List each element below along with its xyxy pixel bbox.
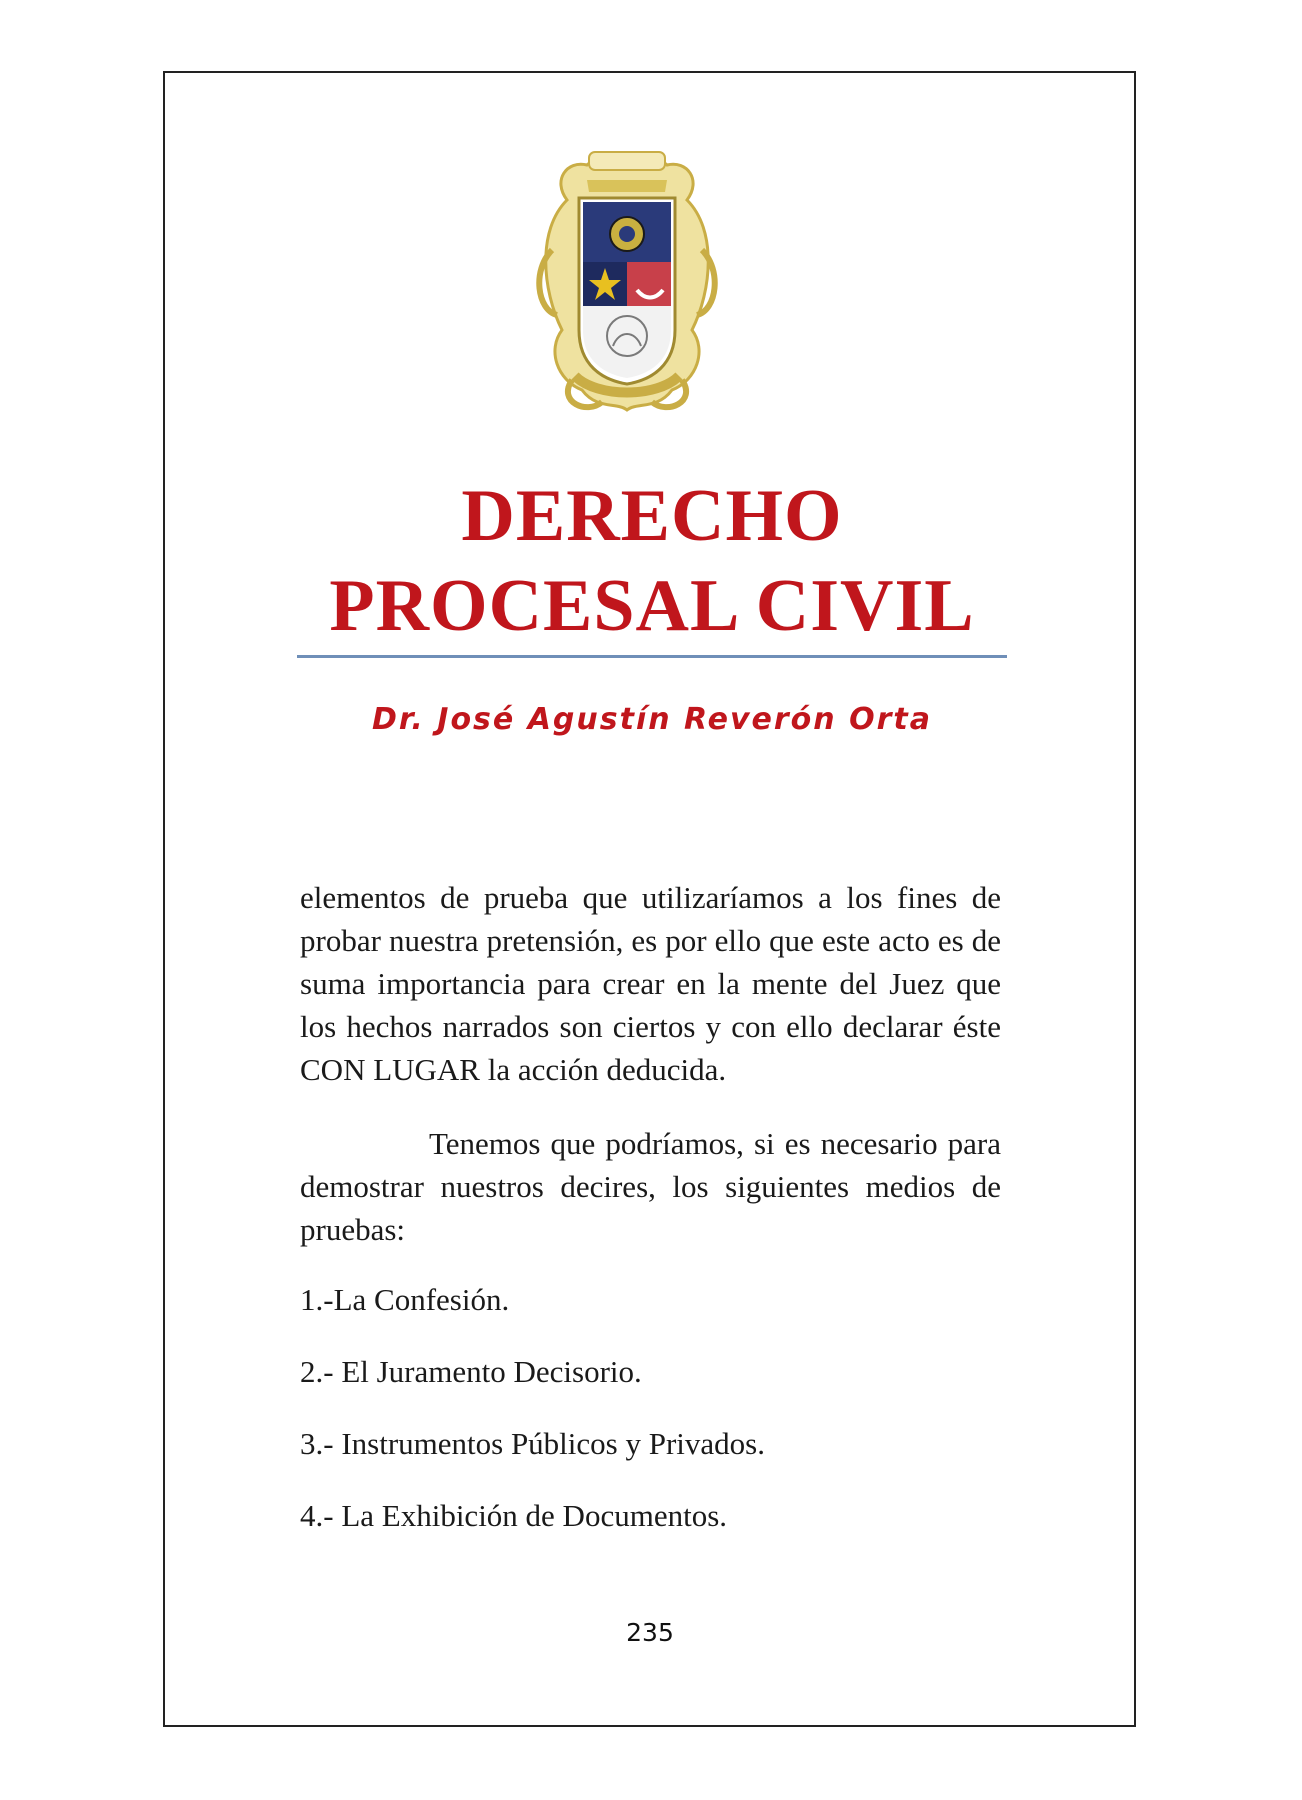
body-paragraph: Tenemos que podríamos, si es necesario para demostrar nuestros decires, los siguientes medios de pruebas: [300, 1126, 1001, 1247]
list-item: 3.- Instrumentos Públicos y Privados. [300, 1426, 765, 1461]
coat-of-arms-icon [527, 140, 727, 420]
body-paragraph: elementos de prueba que utilizaríamos a los fines de probar nuestra pretensión, es por ello que este acto es de suma importancia para crear en la mente del Juez que los hechos narrados son ciertos y con ello declarar éste CON LUGAR la acción deducida. [300, 880, 1001, 1087]
list-item: 4.- La Exhibición de Documentos. [300, 1498, 728, 1533]
list-item: 1.-La Confesión. [300, 1282, 510, 1317]
title-line-1: DERECHO [461, 475, 843, 557]
author-name: Dr. José Agustín Reverón Orta [372, 702, 932, 737]
list-item: 2.- El Juramento Decisorio. [300, 1354, 642, 1389]
page-number: 235 [626, 1618, 674, 1647]
title-line-2: PROCESAL CIVIL [329, 565, 975, 647]
title-divider [297, 655, 1007, 658]
